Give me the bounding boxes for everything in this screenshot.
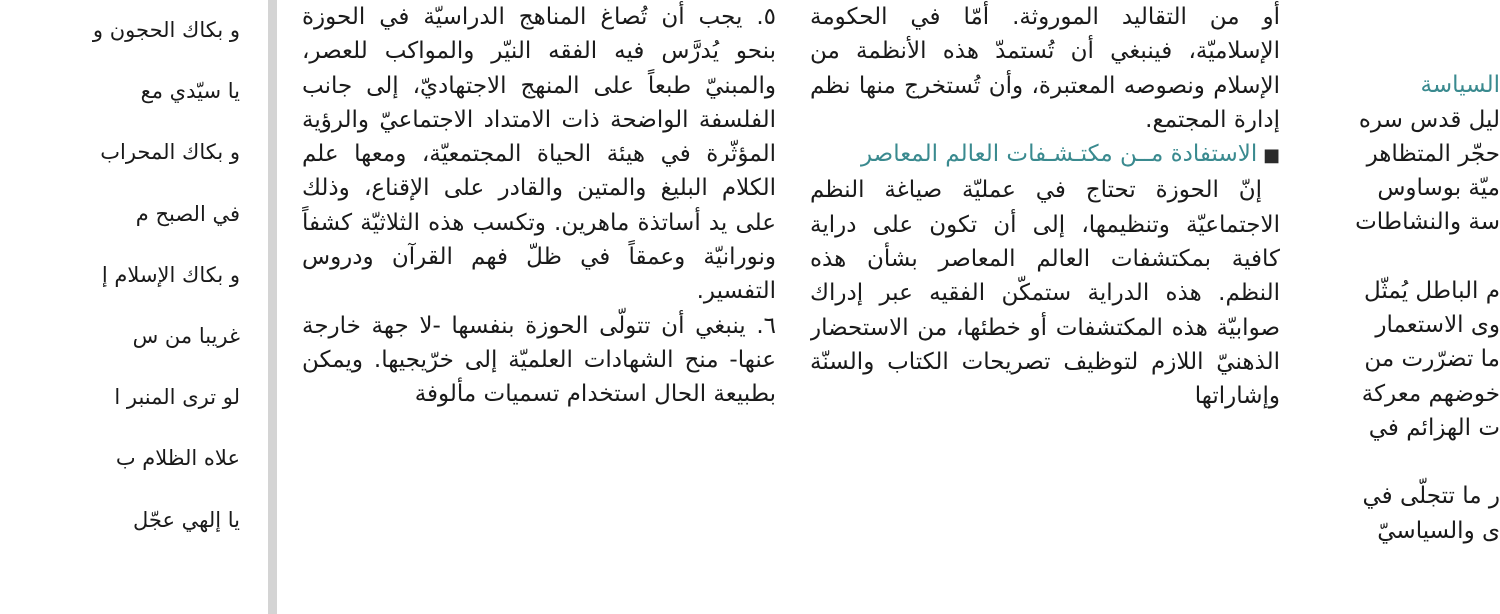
- article-column-curriculum: [302, 0, 776, 614]
- poem-line: في الصبح م: [135, 201, 240, 226]
- section-heading-politics: السياسة: [1420, 72, 1500, 99]
- page-gutter-divider: [268, 0, 277, 614]
- text-line: ر ما تتجلّى في: [1362, 483, 1500, 510]
- square-bullet-icon: ■: [1257, 145, 1280, 167]
- text-line: ت الهزائم في: [1368, 414, 1500, 441]
- text-line: ما تضرّرت من: [1364, 346, 1500, 373]
- poem-line: لو ترى المنبر ا: [114, 385, 240, 410]
- section-heading: [810, 137, 1280, 173]
- text-line: ى والسياسيّ: [1377, 517, 1500, 544]
- cut-line: [1292, 0, 1500, 34]
- text-line: وى الاستعمار: [1375, 312, 1500, 339]
- text-line: خوضهم معركة: [1361, 380, 1500, 407]
- poem-line: يا سيّدي مع: [140, 79, 240, 104]
- text-line: ليل قدس سره: [1358, 106, 1500, 133]
- poem-line: يا إلهي عجّل: [133, 507, 240, 532]
- paragraph-contemporary-discoveries: [810, 173, 1280, 413]
- text-line: م الباطل يُمثّل: [1364, 277, 1500, 304]
- poem-line: علاه الظلام ب: [115, 446, 240, 471]
- poem-line: و بكاك المحراب: [100, 140, 240, 165]
- text-line: ميّة بوساوس: [1377, 175, 1500, 202]
- paragraph-text: إنّ الحوزة تحتاج في عمليّة صياغة النظم الاجتماعيّة وتنظيمها، إلى أن تكون على دراية كافية بمكتشفات العالم المعاصر بشأن هذه النظم. هذه الدراية ستمكّن الفقيه عبر إدراك صوابيّة هذه المكتشفات أو خطئها، من الاستحضار الذهنيّ اللازم لتوظيف تصريحات الكتاب والسنّة وإشاراتها: [810, 177, 1280, 410]
- heading-row: [1292, 68, 1500, 102]
- text-line: حجّر المتظاهر: [1366, 140, 1500, 167]
- paragraph-islamic-government: أو من التقاليد الموروثة. أمّا في الحكومة الإسلاميّة، فينبغي أن تُستمدّ هذه الأنظمة من الإسلام ونصوصه المعتبرة، وأن تُستخرج منها نظم إدارة المجتمع.: [810, 4, 1280, 133]
- section-heading-text: الاستفادة مــن مكتـشـفات العالم المعاصر: [860, 141, 1258, 168]
- poem-line: و بكاك الإسلام إ: [101, 262, 240, 287]
- paragraph-point-6: ٦. ينبغي أن تتولّى الحوزة بنفسها -لا جهة خارجة عنها- منح الشهادات العلميّة إلى خرّيجيها. ويمكن بطبيعة الحال استخدام تسميات مألوفة: [302, 312, 776, 408]
- poem-line: غريبا من س: [132, 324, 240, 349]
- text-line: سة والنشاطات: [1355, 209, 1500, 236]
- poem-line: و بكاك الحجون و: [92, 18, 240, 42]
- poem-column: [0, 0, 240, 614]
- paragraph-point-5: ٥. يجب أن تُصاغ المناهج الدراسيّة في الحوزة بنحو يُدرَّس فيه الفقه النيّر والمواكب للعصر، والمبنيّ طبعاً على المنهج الاجتهاديّ، إلى جانب الفلسفة الواضحة ذات الامتداد الاجتماعيّ والرؤية المؤثّرة في هيئة الحياة المجتمعيّة، ومعها علم الكلام البليغ والمتين والقادر على الإقناع، وذلك على يد أساتذة ماهرين. وتكسب هذه الثلاثيّة كشفاً ونورانيّة وعمقاً في ظلّ فهم القرآن ودروس التفسير.: [302, 4, 776, 305]
- article-column-politics: [1292, 0, 1500, 614]
- article-column-systems: [810, 0, 1280, 614]
